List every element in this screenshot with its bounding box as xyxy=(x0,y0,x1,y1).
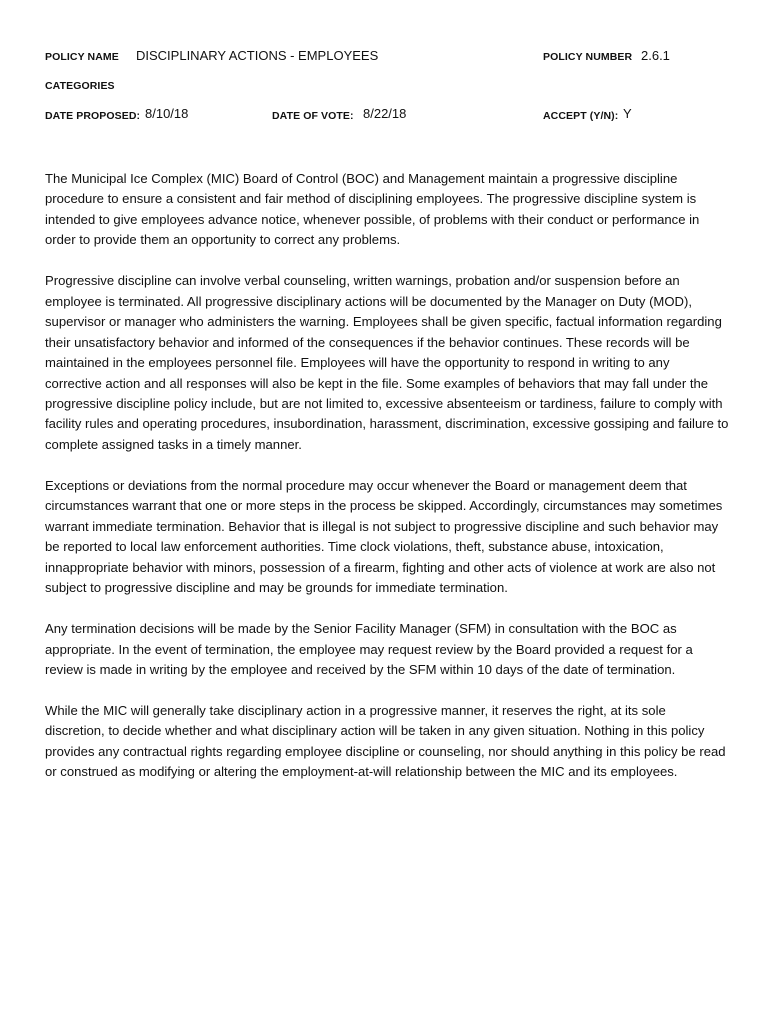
accept-label: ACCEPT (Y/N): xyxy=(543,110,619,122)
policy-name-label: POLICY NAME xyxy=(45,51,119,63)
categories-label: CATEGORIES xyxy=(45,80,115,92)
policy-body xyxy=(45,169,729,803)
paragraph-reservation-of-rights: While the MIC will generally take disciplinary action in a progressive manner, it reserves the right, at its sole discretion, to decide whether and what disciplinary action will be taken in any given situation. Nothing in this policy provides any contractual rights regarding employee discipline or counseling, nor should anything in this policy be read or construed as modifying or altering the employment-at-will relationship between the MIC and its employees. xyxy=(45,702,726,780)
accept-value: Y xyxy=(623,106,632,121)
date-proposed-label: DATE PROPOSED: xyxy=(45,110,141,122)
policy-number-label: POLICY NUMBER xyxy=(543,51,633,63)
paragraph-termination: Any termination decisions will be made by the Senior Facility Manager (SFM) in consultation with the BOC as appropriate. In the event of termination, the employee may request review by the Board provided a request for a review is made in writing by the employee and received by the SFM within 10 days of the date of termination. xyxy=(45,621,693,678)
date-of-vote-value: 8/22/18 xyxy=(363,106,407,121)
date-of-vote-label: DATE OF VOTE: xyxy=(272,110,354,122)
paragraph-progressive-discipline: Progressive discipline can involve verbal counseling, written warnings, probation and/or suspension before an employee is terminated. All progressive disciplinary actions will be documented by the Manager on Duty (MOD), supervisor or manager who administers the warning. Employees shall be given specific, factual information regarding their unsatisfactory behavior and informed of the consequences if the behavior continues. These records will be maintained in the employees personnel file. Employees will have the opportunity to respond in writing to any corrective action and all responses will also be kept in the file. Some examples of behaviors that may fall under the progressive discipline policy include, but are not limited to, excessive absenteeism or tardiness, failure to comply with facility rules and operating procedures, insubordination, harassment, discrimination, excessive gossiping and failure to complete assigned tasks in a timely manner. xyxy=(45,273,729,452)
paragraph-intro: The Municipal Ice Complex (MIC) Board of Control (BOC) and Management maintain a progressive discipline procedure to ensure a consistent and fair method of disciplining employees. The progressive discipline system is intended to give employees advance notice, whenever possible, of problems with their conduct or performance in order to provide them an opportunity to correct any problems. xyxy=(45,171,700,248)
paragraph-exceptions: Exceptions or deviations from the normal procedure may occur whenever the Board or management deem that circumstances warrant that one or more steps in the process be skipped. Accordingly, circumstances may sometimes warrant immediate termination. Behavior that is illegal is not subject to progressive discipline and such behavior may be reported to local law enforcement authorities. Time clock violations, theft, substance abuse, intoxication, innappropriate behavior with minors, possession of a firearm, fighting and other acts of violence at work are also not subject to progressive discipline and may be grounds for immediate termination. xyxy=(45,477,723,596)
policy-number-value: 2.6.1 xyxy=(641,48,670,63)
policy-name-value: DISCIPLINARY ACTIONS - EMPLOYEES xyxy=(136,48,379,63)
date-proposed-value: 8/10/18 xyxy=(145,106,189,121)
